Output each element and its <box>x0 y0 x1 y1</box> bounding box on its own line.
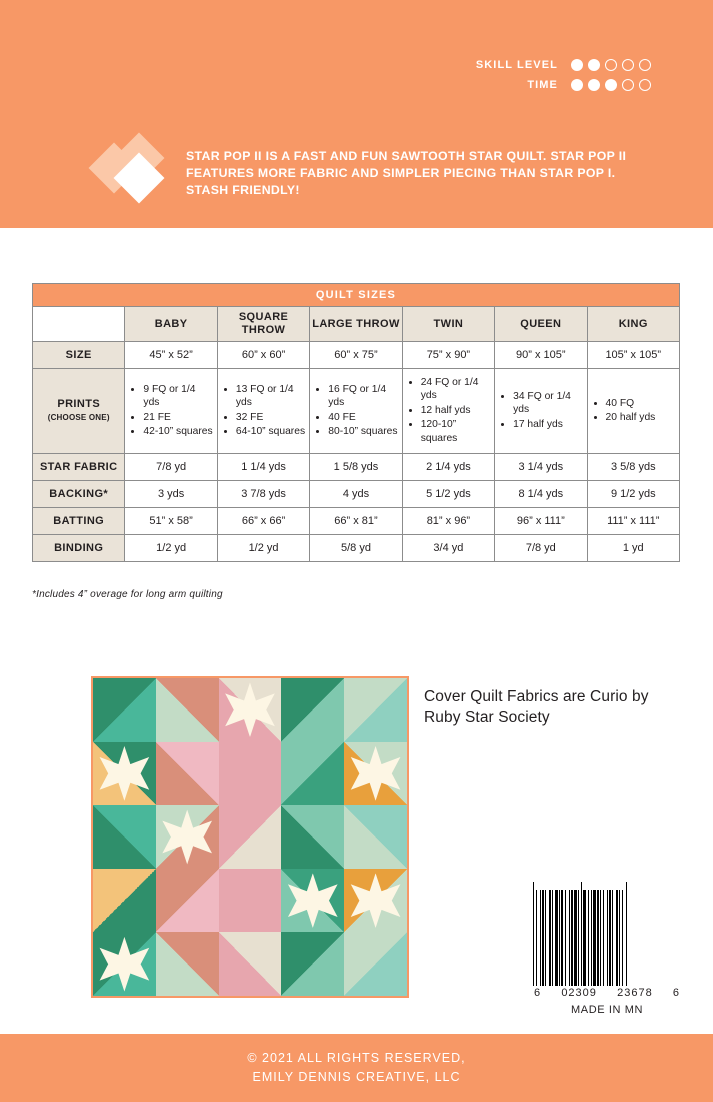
quilt-half-square <box>344 678 407 742</box>
cover-quilt-fabrics-note: Cover Quilt Fabrics are Curio by Ruby Star Society <box>424 688 649 726</box>
made-in-label: MADE IN MN <box>571 1004 643 1016</box>
time-dot <box>622 79 634 91</box>
cell-batting-king: 111” x 111” <box>587 508 679 535</box>
prints-list <box>316 383 397 439</box>
cell-backing-king: 9 1/2 yds <box>587 481 679 508</box>
cell-star-fabric-large-throw: 1 5/8 yds <box>310 454 402 481</box>
quilt-block <box>281 869 344 933</box>
quilt-sizes-table-wrapper <box>32 283 680 562</box>
quilt-half-square <box>281 932 344 996</box>
table-footnote: *Includes 4” overage for long arm quilting <box>32 589 223 600</box>
quilt-block <box>156 678 219 742</box>
quilt-block <box>281 805 344 869</box>
cell-binding-square-throw: 1/2 yd <box>217 535 309 562</box>
quilt-block <box>281 678 344 742</box>
quilt-half-square <box>93 678 156 742</box>
quilt-half-square <box>219 805 282 869</box>
skill-dot <box>605 59 617 71</box>
row-header-star-fabric: STAR FABRIC <box>33 454 125 481</box>
cell-star-fabric-queen: 3 1/4 yds <box>495 454 587 481</box>
skill-level-dots <box>566 59 651 71</box>
cell-prints-large-throw <box>310 369 402 454</box>
row-header-prints-sub: (CHOOSE ONE) <box>47 413 110 422</box>
column-header-square-throw: SQUARE THROW <box>217 307 309 342</box>
quilt-half-square <box>281 805 344 869</box>
table-row-backing <box>33 481 680 508</box>
barcode-digit-right: 6 <box>672 987 680 999</box>
quilt-block <box>281 742 344 806</box>
quilt-block <box>156 805 219 869</box>
prints-list <box>594 397 675 425</box>
quilt-half-square <box>156 678 219 742</box>
quilt-half-square <box>156 932 219 996</box>
cell-prints-square-throw <box>217 369 309 454</box>
row-header-backing: BACKING* <box>33 481 125 508</box>
quilt-block-grid <box>93 678 407 996</box>
cell-prints-baby <box>125 369 217 454</box>
list-item: • 24 FQ or 1/4 yds <box>421 376 490 403</box>
skill-dot <box>639 59 651 71</box>
quilt-block <box>344 678 407 742</box>
quilt-half-square <box>219 742 282 806</box>
cell-size-king: 105” x 105” <box>587 342 679 369</box>
list-item: • 64-10” squares <box>236 425 305 439</box>
list-item: • 40 FE <box>328 411 397 425</box>
row-header-batting: BATTING <box>33 508 125 535</box>
skill-dot <box>571 59 583 71</box>
quilt-block <box>344 932 407 996</box>
list-item: • 32 FE <box>236 411 305 425</box>
cell-batting-twin: 81” x 96” <box>402 508 494 535</box>
column-header-queen: QUEEN <box>495 307 587 342</box>
row-header-binding: BINDING <box>33 535 125 562</box>
skill-dot <box>588 59 600 71</box>
time-dot <box>588 79 600 91</box>
table-corner-cell <box>33 307 125 342</box>
list-item: • 16 FQ or 1/4 yds <box>328 383 397 410</box>
cell-size-twin: 75” x 90” <box>402 342 494 369</box>
barcode-digits-mid-left: 02309 <box>561 987 597 999</box>
cell-backing-large-throw: 4 yds <box>310 481 402 508</box>
cell-prints-king <box>587 369 679 454</box>
quilt-block <box>219 805 282 869</box>
column-header-king: KING <box>587 307 679 342</box>
list-item: • 17 half yds <box>513 418 582 432</box>
skill-level-row <box>476 58 651 72</box>
list-item: • 20 half yds <box>606 411 675 425</box>
quilt-block <box>93 869 156 933</box>
cell-batting-large-throw: 66” x 81” <box>310 508 402 535</box>
cell-star-fabric-twin: 2 1/4 yds <box>402 454 494 481</box>
column-header-baby: BABY <box>125 307 217 342</box>
cell-prints-queen <box>495 369 587 454</box>
table-title: QUILT SIZES <box>33 284 680 307</box>
quilt-block <box>156 869 219 933</box>
copyright-line-1: © 2021 ALL RIGHTS RESERVED, <box>247 1051 466 1065</box>
skill-level-label: SKILL LEVEL <box>475 59 558 71</box>
time-dot <box>605 79 617 91</box>
cell-batting-queen: 96” x 111” <box>495 508 587 535</box>
prints-list <box>131 383 212 439</box>
time-dots <box>566 79 651 91</box>
quilt-block <box>93 932 156 996</box>
barcode-image <box>533 882 681 986</box>
table-header-row <box>33 307 680 342</box>
prints-list <box>501 390 582 432</box>
quilt-block <box>93 805 156 869</box>
column-header-twin: TWIN <box>402 307 494 342</box>
cell-star-fabric-square-throw: 1 1/4 yds <box>217 454 309 481</box>
quilt-half-square <box>344 932 407 996</box>
quilt-half-square <box>219 869 282 933</box>
row-header-prints-label: PRINTS <box>57 398 101 410</box>
quilt-block <box>344 869 407 933</box>
list-item: • 21 FE <box>143 411 212 425</box>
row-header-prints <box>33 369 125 454</box>
quilt-half-square <box>93 805 156 869</box>
list-item: • 13 FQ or 1/4 yds <box>236 383 305 410</box>
list-item: • 42-10” squares <box>143 425 212 439</box>
quilt-half-square <box>281 742 344 806</box>
pattern-description: STAR POP II IS A FAST AND FUN SAWTOOTH STAR QUILT. STAR POP II FEATURES MORE FABRIC AND SIMPLER PIECING THAN STAR POP I. STASH FRIENDLY! <box>186 149 627 197</box>
barcode-digits-mid-right: 23678 <box>617 987 653 999</box>
quilt-block <box>156 932 219 996</box>
cell-backing-queen: 8 1/4 yds <box>495 481 587 508</box>
pattern-meta <box>476 58 651 98</box>
quilt-block <box>281 932 344 996</box>
cell-backing-baby: 3 yds <box>125 481 217 508</box>
quilt-block <box>219 678 282 742</box>
cell-star-fabric-baby: 7/8 yd <box>125 454 217 481</box>
table-row-size <box>33 342 680 369</box>
quilt-block <box>344 742 407 806</box>
quilt-half-square <box>281 678 344 742</box>
list-item: • 80-10” squares <box>328 425 397 439</box>
cell-star-fabric-king: 3 5/8 yds <box>587 454 679 481</box>
diamond-logo-icon <box>96 140 170 214</box>
quilt-sizes-table <box>32 283 680 562</box>
barcode-bar <box>627 882 628 986</box>
skill-dot <box>622 59 634 71</box>
footer-band <box>0 1034 713 1102</box>
cell-size-large-throw: 60” x 75” <box>310 342 402 369</box>
quilt-half-square <box>344 805 407 869</box>
column-header-large-throw: LARGE THROW <box>310 307 402 342</box>
barcode-digit-left: 6 <box>534 987 542 999</box>
list-item: • 34 FQ or 1/4 yds <box>513 390 582 417</box>
cell-size-baby: 45” x 52” <box>125 342 217 369</box>
table-row-batting <box>33 508 680 535</box>
quilt-block <box>219 932 282 996</box>
time-dot <box>639 79 651 91</box>
cell-batting-baby: 51” x 58” <box>125 508 217 535</box>
quilt-block <box>93 678 156 742</box>
prints-list <box>224 383 305 439</box>
quilt-block <box>219 742 282 806</box>
cover-quilt-image <box>91 676 409 998</box>
quilt-half-square <box>156 742 219 806</box>
cell-binding-baby: 1/2 yd <box>125 535 217 562</box>
copyright-line-2: EMILY DENNIS CREATIVE, LLC <box>252 1070 461 1084</box>
list-item: • 12 half yds <box>421 404 490 418</box>
quilt-block <box>156 742 219 806</box>
cell-backing-square-throw: 3 7/8 yds <box>217 481 309 508</box>
quilt-block <box>93 742 156 806</box>
cell-binding-twin: 3/4 yd <box>402 535 494 562</box>
table-row-star-fabric <box>33 454 680 481</box>
cell-binding-large-throw: 5/8 yd <box>310 535 402 562</box>
barcode-block <box>533 882 681 1016</box>
list-item: • 120-10” squares <box>421 418 490 445</box>
prints-list <box>409 376 490 446</box>
time-dot <box>571 79 583 91</box>
list-item: • 40 FQ <box>606 397 675 411</box>
table-row-prints <box>33 369 680 454</box>
cell-prints-twin <box>402 369 494 454</box>
cell-size-square-throw: 60” x 60” <box>217 342 309 369</box>
quilt-half-square <box>219 932 282 996</box>
cell-binding-queen: 7/8 yd <box>495 535 587 562</box>
quilt-block <box>219 869 282 933</box>
table-title-row <box>33 284 680 307</box>
list-item: • 9 FQ or 1/4 yds <box>143 383 212 410</box>
quilt-block <box>344 805 407 869</box>
quilt-half-square <box>93 869 156 933</box>
cell-size-queen: 90” x 105” <box>495 342 587 369</box>
time-row <box>476 78 651 92</box>
cell-batting-square-throw: 66” x 66” <box>217 508 309 535</box>
row-header-size: SIZE <box>33 342 125 369</box>
cell-binding-king: 1 yd <box>587 535 679 562</box>
table-row-binding <box>33 535 680 562</box>
time-label: TIME <box>527 79 558 91</box>
barcode-digits <box>533 987 681 999</box>
quilt-half-square <box>156 869 219 933</box>
cell-backing-twin: 5 1/2 yds <box>402 481 494 508</box>
